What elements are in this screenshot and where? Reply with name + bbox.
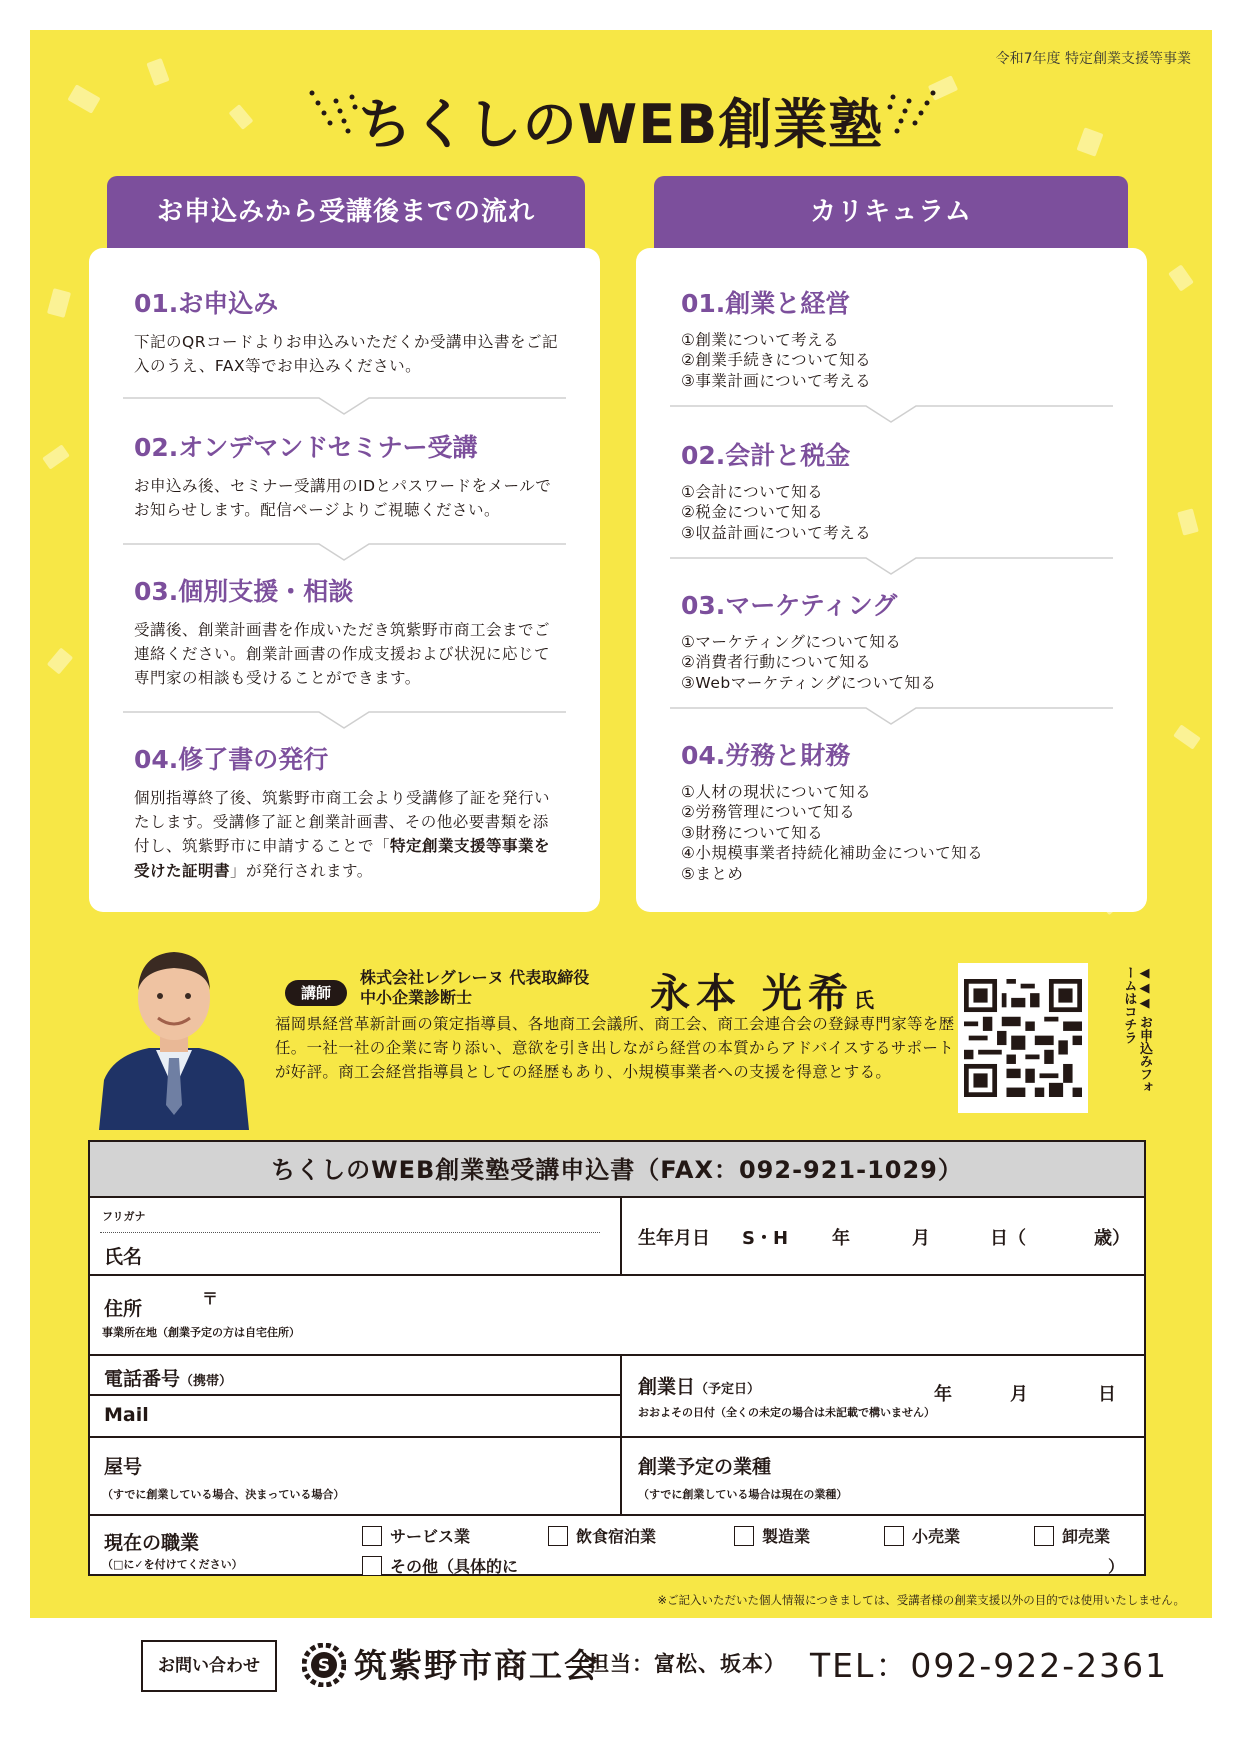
wholesale-checkbox[interactable] (1034, 1526, 1054, 1546)
flow-card (89, 248, 600, 912)
module-item: ⑤まとめ (681, 864, 744, 883)
instructor-role-badge: 講師 (285, 980, 347, 1006)
module-items (681, 782, 1107, 884)
birth-year-label: 年 (832, 1228, 850, 1249)
confetti (1177, 508, 1199, 535)
module-item: ①人材の現状について知る (681, 783, 872, 801)
row-divider (90, 1436, 1144, 1438)
module-divider (670, 404, 1113, 426)
furigana-input-line[interactable] (100, 1232, 600, 1233)
flow-step (134, 572, 560, 691)
certificate-name: 特定創業支援等事業を受けた証明書 (134, 837, 551, 880)
business-type-label: 創業予定の業種 (638, 1456, 772, 1478)
flow-step-body: お申込み後、セミナー受講用のIDとパスワードをメールでお知らせします。配信ページよりご視聴ください。 (134, 477, 552, 520)
module-item: ①創業について考える (681, 331, 840, 349)
manufacturing-option-label: 製造業 (762, 1527, 811, 1546)
application-form (88, 1140, 1146, 1576)
module-items (681, 632, 1107, 693)
divider (620, 1198, 622, 1274)
other-checkbox[interactable] (362, 1556, 382, 1576)
application-qr-code[interactable] (958, 963, 1088, 1113)
manufacturing-checkbox[interactable] (734, 1526, 754, 1546)
flow-step-body-text: 個別指導終了後、筑紫野市商工会より受講修了証を発行いたします。受講修了証と創業計画書、その他必要書類を添付し、筑紫野市に申請することで「 (134, 789, 551, 856)
flow-step-title: 03.個別支援・相談 (134, 577, 354, 606)
start-date-label (638, 1372, 760, 1399)
retail-option-label: 小売業 (912, 1527, 961, 1546)
instructor-company: 株式会社レグレーヌ 代表取締役 (360, 968, 590, 987)
birthdate-label: 生年月日 (638, 1228, 710, 1249)
chamber-of-commerce-logo-icon (302, 1643, 346, 1687)
instructor-qualification: 中小企業診断士 (360, 988, 473, 1007)
start-month-label: 月 (1010, 1384, 1028, 1405)
curriculum-module (681, 284, 1107, 391)
module-item: ②労務管理について知る (681, 803, 856, 822)
trade-name-label: 屋号 (104, 1456, 143, 1478)
qr-label: ◀◀◀ お申込みフォームはコチラ (1121, 966, 1152, 1094)
step-divider (123, 396, 566, 418)
honorific: 氏 (853, 988, 874, 1012)
start-year-label: 年 (934, 1384, 952, 1405)
instructor-name-text: 永本 光希 (650, 971, 854, 1017)
contact-label: お問い合わせ (141, 1640, 277, 1692)
module-divider (670, 556, 1113, 578)
divider (620, 1436, 622, 1514)
module-title: 01.創業と経営 (681, 289, 851, 318)
module-item: ②消費者行動について知る (681, 653, 872, 672)
organization-name: 筑紫野市商工会 (354, 1646, 599, 1685)
age-label: 歳） (1094, 1228, 1130, 1249)
occupation-note: （□に✓を付けてください） (102, 1558, 243, 1571)
address-label: 住所 (104, 1298, 143, 1320)
instructor-name (650, 962, 874, 1019)
module-title: 04.労務と財務 (681, 741, 851, 770)
furigana-label: フリガナ (102, 1210, 146, 1223)
birth-day-label: 日（ (990, 1228, 1026, 1249)
module-item: ①マーケティングについて知る (681, 633, 902, 651)
module-items (681, 330, 1107, 391)
wholesale-option-label: 卸売業 (1062, 1527, 1111, 1546)
phone-label (104, 1364, 232, 1391)
food-lodging-option-label: 飲食宿泊業 (576, 1527, 657, 1546)
divider (620, 1354, 622, 1436)
svg-text:S: S (317, 1656, 331, 1676)
confetti (47, 288, 71, 318)
start-date-label-text: 創業日 (638, 1376, 696, 1398)
flow-step-title: 01.お申込み (134, 289, 279, 318)
start-date-note: （予定日） (695, 1382, 761, 1397)
birth-month-label: 月 (912, 1228, 930, 1249)
flow-step-body (134, 786, 560, 883)
address-note: 事業所在地（創業予定の方は自宅住所） (102, 1326, 300, 1339)
module-title: 02.会計と税金 (681, 441, 851, 470)
instructor-photo (94, 930, 254, 1130)
flow-step-title: 02.オンデマンドセミナー受講 (134, 433, 478, 462)
flow-step (134, 284, 560, 378)
form-title: ちくしのWEB創業塾受講申込書（FAX：092-921-1029） (90, 1142, 1144, 1198)
service-checkbox[interactable] (362, 1526, 382, 1546)
era-label: S・H (742, 1228, 789, 1249)
confetti (1168, 264, 1194, 291)
step-divider (123, 710, 566, 732)
phone-note: （携帯） (180, 1374, 233, 1389)
occupation-label: 現在の職業 (104, 1532, 200, 1554)
other-option-label: その他（具体的に (390, 1557, 519, 1576)
curriculum-card (636, 248, 1147, 912)
confetti (47, 647, 73, 674)
other-close-paren: ） (1108, 1557, 1125, 1576)
module-items (681, 482, 1107, 543)
curriculum-module (681, 736, 1107, 884)
curriculum-module (681, 436, 1107, 543)
flow-header: お申込みから受講後までの流れ (107, 176, 585, 248)
confetti (1173, 724, 1201, 749)
qr-code-icon (964, 979, 1082, 1097)
flow-step (134, 428, 560, 522)
name-label: 氏名 (104, 1246, 143, 1268)
start-day-label: 日 (1098, 1384, 1116, 1405)
flow-step (134, 740, 560, 883)
page-title: ちくしのWEB創業塾 (357, 93, 884, 156)
module-item: ③事業計画について考える (681, 371, 872, 390)
contact-person: （担当：富松、坂本） (566, 1652, 786, 1676)
privacy-note: ※ご記入いただいた個人情報につきましては、受講者様の創業支援以外の目的では使用いたしません。 (657, 1593, 1185, 1607)
row-divider (90, 1274, 1144, 1276)
start-date-sub: おおよその日付（全くの未定の場合は未記載で構いません） (638, 1406, 935, 1419)
postal-mark: 〒 (202, 1289, 219, 1308)
module-divider (670, 706, 1113, 728)
module-item: ③収益計画について考える (681, 523, 872, 542)
flow-step-body-text: 」が発行されます。 (230, 861, 373, 880)
curriculum-module (681, 586, 1107, 693)
flow-step-title: 04.修了書の発行 (134, 745, 329, 774)
food-lodging-checkbox[interactable] (548, 1526, 568, 1546)
retail-checkbox[interactable] (884, 1526, 904, 1546)
module-item: ②創業手続きについて知る (681, 351, 872, 370)
instructor-bio: 福岡県経営革新計画の策定指導員、各地商工会議所、商工会、商工会連合会の登録専門家等を歴任。一社一社の企業に寄り添い、意欲を引き出しながら経営の本質からアドバイスするサポートが好評。商工会経営指導員としての経歴もあり、小規模事業者への支援を得意とする。 (275, 1015, 955, 1082)
curriculum-header: カリキュラム (654, 176, 1128, 248)
flow-step-body: 受講後、創業計画書を作成いただき筑紫野市商工会までご連絡ください。創業計画書の作成支援および状況に応じて専門家の相談も受けることができます。 (134, 621, 551, 688)
module-item: ②税金について知る (681, 503, 824, 522)
service-option-label: サービス業 (390, 1527, 471, 1546)
module-item: ③財務について知る (681, 823, 824, 842)
phone-label-text: 電話番号 (104, 1368, 181, 1390)
business-type-note: （すでに創業している場合は現在の業種） (638, 1488, 848, 1501)
row-divider (90, 1394, 622, 1396)
row-divider (90, 1354, 1144, 1356)
module-item: ④小規模事業者持続化補助金について知る (681, 844, 984, 863)
instructor-affiliation (360, 968, 589, 1008)
fiscal-year-note: 令和7年度 特定創業支援等事業 (995, 51, 1191, 67)
phone-number[interactable]: TEL：092-922-2361 (810, 1646, 1169, 1685)
flow-step-body: 下記のQRコードよりお申込みいただくか受講申込書をご記入のうえ、FAX等でお申込みください。 (134, 333, 558, 376)
mail-label: Mail (104, 1404, 149, 1426)
confetti (42, 444, 70, 469)
module-title: 03.マーケティング (681, 591, 898, 620)
step-divider (123, 542, 566, 564)
module-item: ③Webマーケティングについて知る (681, 673, 937, 692)
row-divider (90, 1514, 1144, 1516)
module-item: ①会計について知る (681, 483, 824, 501)
trade-name-note: （すでに創業している場合、決まっている場合） (102, 1488, 345, 1501)
